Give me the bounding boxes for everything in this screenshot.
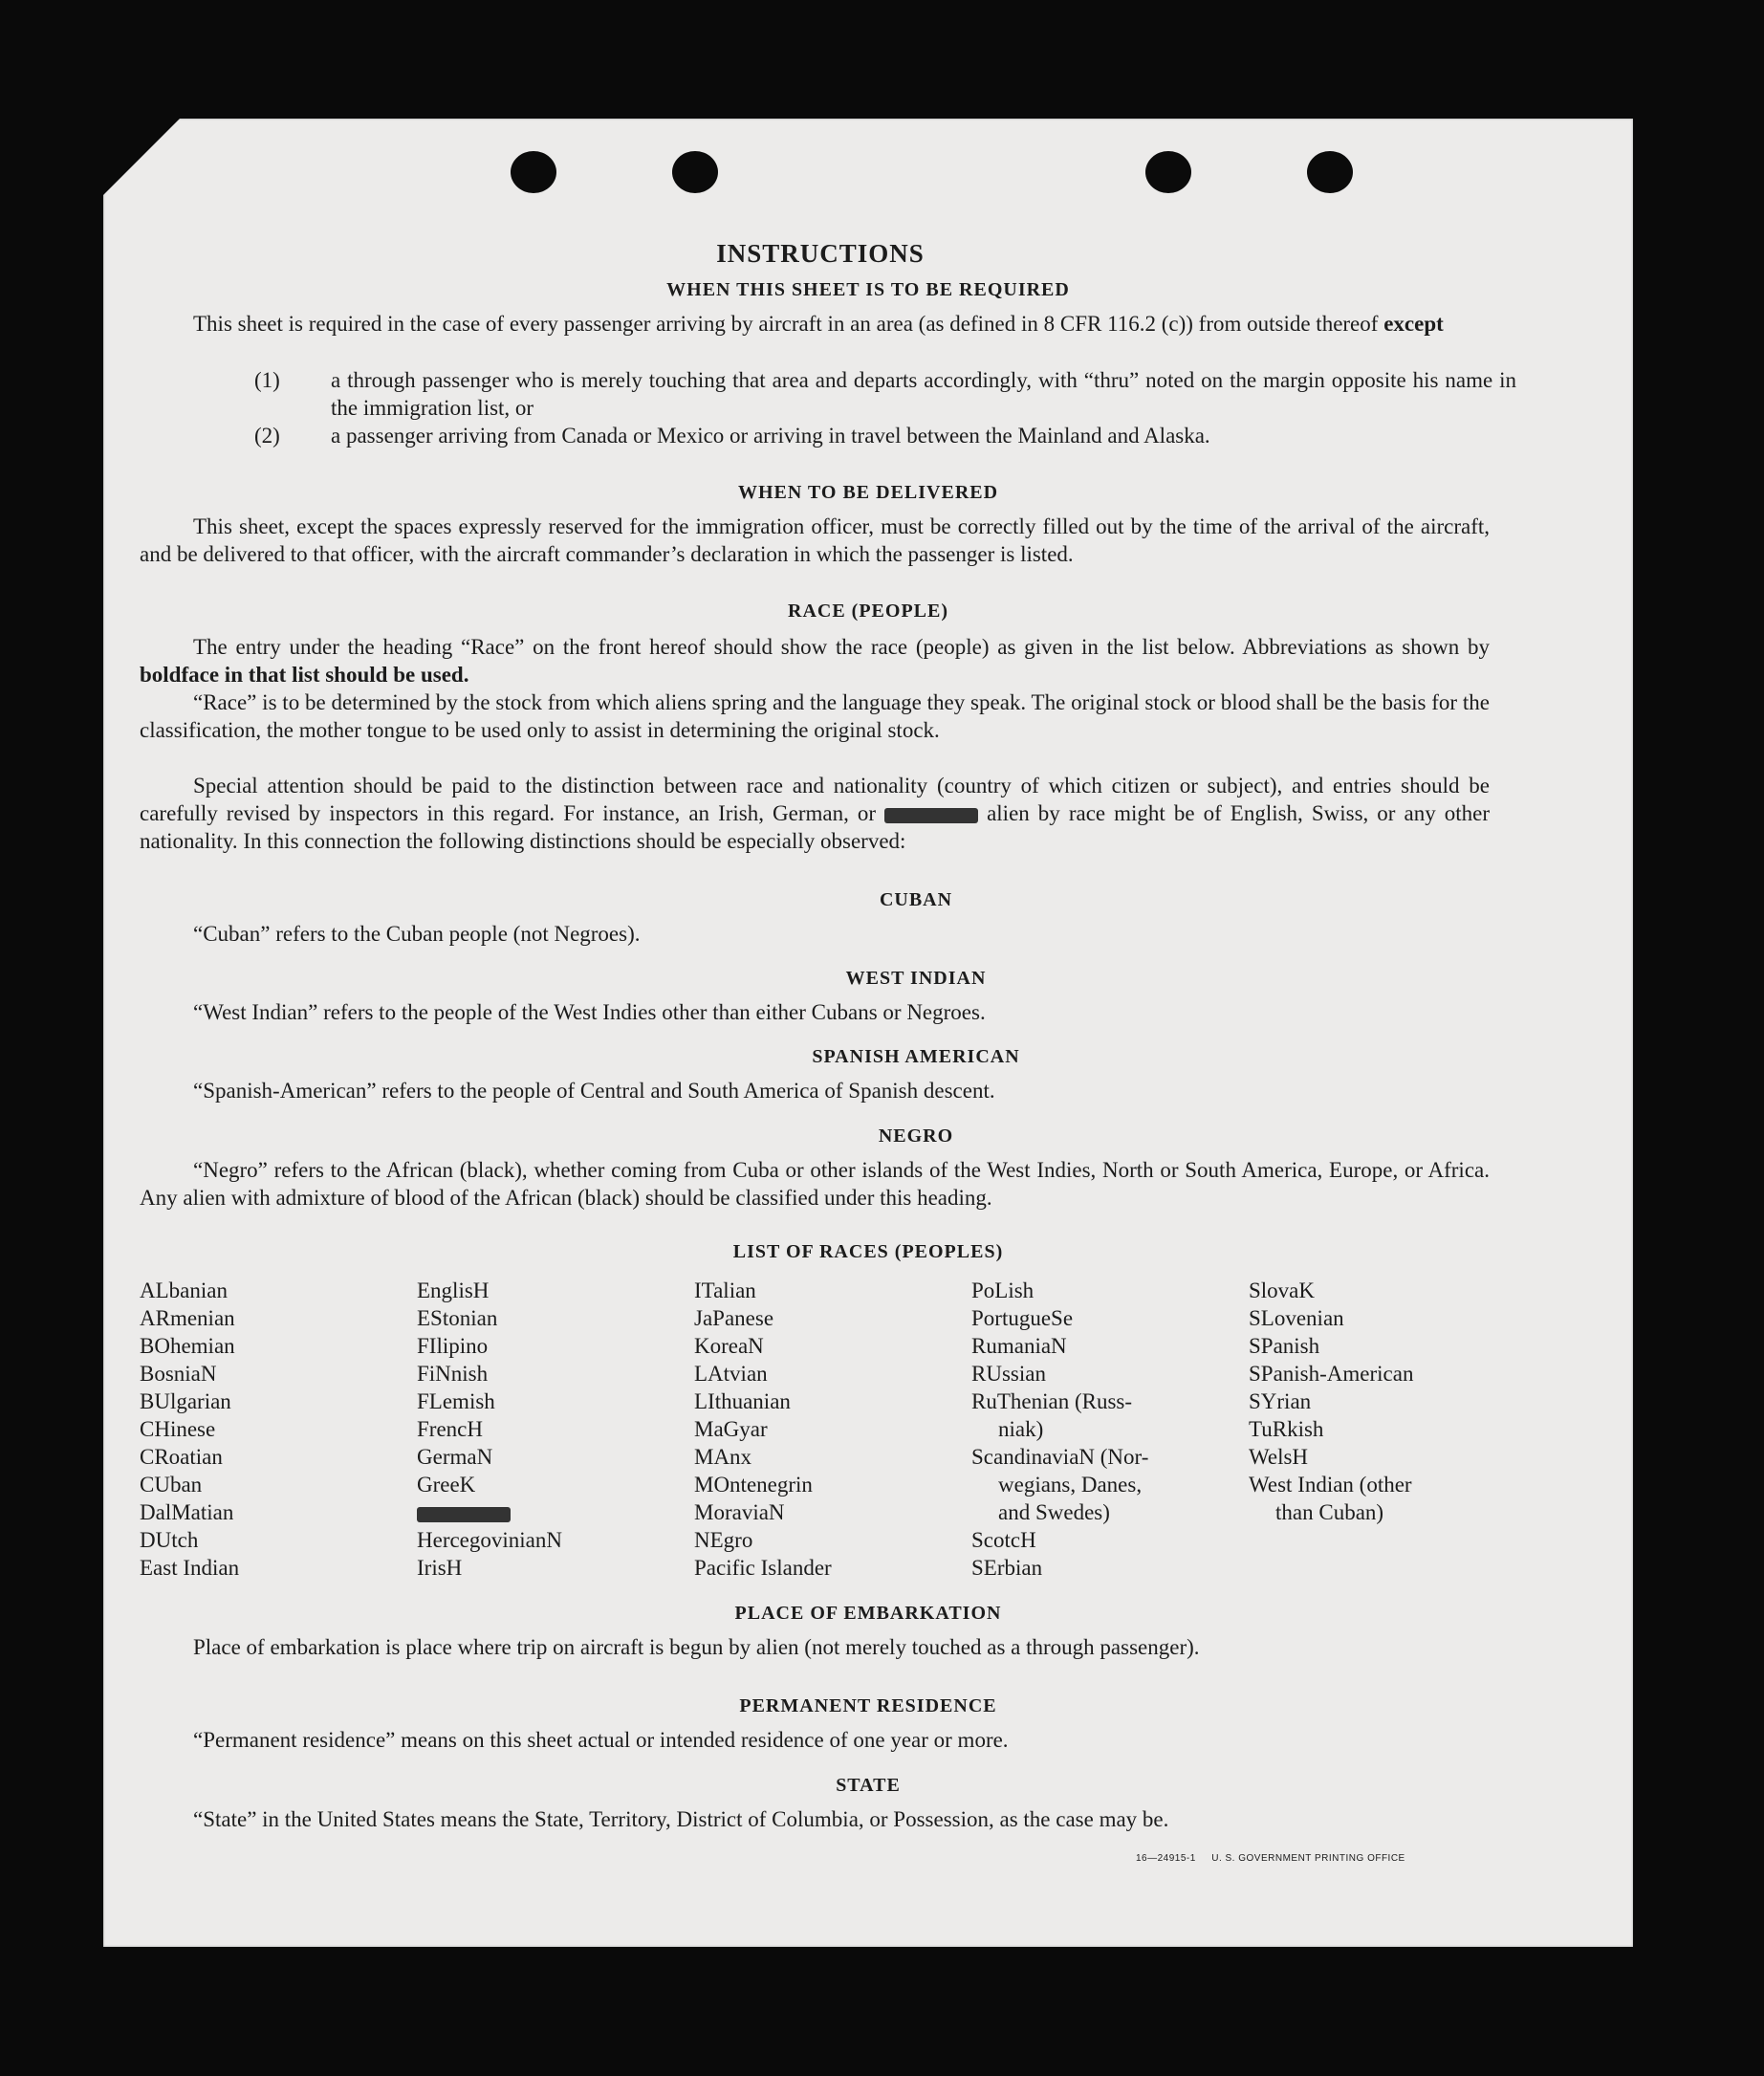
race-item: FLemish [417,1389,495,1413]
delivered-text: This sheet, except the spaces expressly reserved for the immigration officer, must be correctly filled out by the time of the arrival of the aircraft, and be delivered to that officer, with the aircraft commander’s declaration in which the passenger is listed. [140,514,1490,566]
section-heading-embarkation: PLACE OF EMBARKATION [734,1603,1002,1624]
negro-text: “Negro” refers to the African (black), whether coming from Cuba or other islands of the West Indies, North or South America, Europe, or Africa. Any alien with admixture of blood of the African (black) should be classified under this heading. [140,1158,1490,1210]
race-item: MAnx [694,1445,752,1469]
race-item: ITalian [694,1278,756,1302]
race-p1-text: The entry under the heading “Race” on the front hereof should show the race (people) as given in the list below. Abbreviations as shown by [193,635,1490,659]
section-heading-residence: PERMANENT RESIDENCE [739,1695,997,1716]
printer-name: U. S. GOVERNMENT PRINTING OFFICE [1211,1853,1405,1864]
cuban-text: “Cuban” refers to the Cuban people (not Negroes). [193,922,641,946]
required-intro [140,310,1490,338]
race-item: LAtvian [694,1362,768,1386]
race-item: DUtch [140,1528,199,1552]
race-item: West Indian (other [1249,1473,1412,1497]
residence-text: “Permanent residence” means on this sheet actual or intended residence of one year or more. [193,1728,1009,1752]
race-item: MaGyar [694,1417,768,1441]
race-item: PortugueSe [971,1306,1074,1330]
race-item: BUlgarian [140,1389,231,1413]
page-title: INSTRUCTIONS [716,239,925,268]
list-of-races-heading: LIST OF RACES (PEOPLES) [732,1241,1004,1262]
races-column-2 [417,1277,562,1582]
race-item: East Indian [140,1556,240,1580]
race-item: SYrian [1249,1389,1312,1413]
section-heading-negro: NEGRO [878,1125,954,1147]
race-item: ALbanian [140,1278,228,1302]
races-column-5 [1249,1277,1413,1526]
required-item-2-num: (2) [254,424,280,448]
race-item: RuThenian (Russ- [971,1389,1133,1413]
races-column-4 [971,1277,1148,1582]
required-item-1-text: a through passenger who is merely touching that area and departs accordingly, with “thru” noted on the margin opposite his name in the immigration list, or [331,368,1516,420]
race-item: ARmenian [140,1306,235,1330]
race-p3-text-b: alien by race might be of English, Swiss, or any other nationality. In this connection the following distinctions should be especially observed: [140,801,1490,853]
race-item: BOhemian [140,1334,235,1358]
race-item: CUban [140,1473,203,1497]
race-item-redacted [417,1498,562,1526]
section-heading-cuban: CUBAN [879,889,953,910]
race-item: SLovenian [1249,1306,1344,1330]
race-item: ScandinaviaN (Nor- [971,1445,1149,1469]
race-item: FiNnish [417,1362,489,1386]
race-item: Pacific Islander [694,1556,832,1580]
required-intro-text: This sheet is required in the case of every passenger arriving by aircraft in an area (as defined in 8 CFR 116.2 (c)) from outside thereof [193,312,1384,336]
section-heading-required: WHEN THIS SHEET IS TO BE REQUIRED [666,279,1070,300]
race-item: WelsH [1249,1445,1309,1469]
race-item: MOntenegrin [694,1473,813,1497]
race-item: ScotcH [971,1528,1036,1552]
race-paragraph-2: “Race” is to be determined by the stock from which aliens spring and the language they speak. The original stock or blood shall be the basis for the classification, the mother tongue to be used only to assist in determining the original stock. [140,690,1490,742]
race-item: CHinese [140,1417,216,1441]
race-p3-text-a: Special attention should be paid to the distinction between race and nationality (country of which citizen or subject), and entries should be carefully revised by inspectors in this regard. For instance, an Irish, German, or [140,774,1490,825]
race-item: PoLish [971,1278,1034,1302]
race-item: GermaN [417,1445,493,1469]
race-item: SlovaK [1249,1278,1315,1302]
race-item: JaPanese [694,1306,774,1330]
required-intro-bold: except [1383,312,1444,336]
race-item: RumaniaN [971,1334,1067,1358]
race-item: FIlipino [417,1334,489,1358]
race-item: DalMatian [140,1500,234,1524]
race-item: KoreaN [694,1334,764,1358]
race-item-continuation: wegians, Danes, [998,1473,1143,1497]
race-item: MoraviaN [694,1500,785,1524]
section-heading-delivered: WHEN TO BE DELIVERED [737,482,999,503]
race-item: IrisH [417,1556,463,1580]
race-item: TuRkish [1249,1417,1324,1441]
race-item: LIthuanian [694,1389,791,1413]
redaction-mark [417,1507,511,1522]
race-paragraph-1 [140,633,1490,688]
race-item: HercegovinianN [417,1528,562,1552]
race-paragraph-3 [140,772,1490,855]
race-item: GreeK [417,1473,476,1497]
race-item: FrencH [417,1417,483,1441]
section-heading-spanish-american: SPANISH AMERICAN [812,1046,1020,1067]
race-item-continuation: niak) [998,1417,1044,1441]
required-item-1 [254,366,1516,422]
required-item-2 [254,422,1516,449]
redaction-mark [884,808,978,823]
page-content [103,119,1633,1947]
print-footer [1136,1853,1405,1864]
west-indian-text: “West Indian” refers to the people of the West Indies other than either Cubans or Negroes. [193,1000,986,1024]
race-item: EnglisH [417,1278,490,1302]
state-text: “State” in the United States means the State, Territory, District of Columbia, or Possession, as the case may be. [193,1807,1169,1831]
race-item: NEgro [694,1528,753,1552]
race-item: EStonian [417,1306,498,1330]
section-heading-state: STATE [836,1775,901,1796]
race-item: RUssian [971,1362,1046,1386]
race-item: SPanish [1249,1334,1320,1358]
race-item: SPanish-American [1249,1362,1414,1386]
required-item-2-text: a passenger arriving from Canada or Mexico or arriving in travel between the Mainland and Alaska. [331,424,1210,448]
races-column-1 [140,1277,239,1582]
race-item: BosniaN [140,1362,217,1386]
section-heading-race: RACE (PEOPLE) [788,601,948,622]
race-p1-bold: boldface in that list should be used. [140,663,469,687]
race-item-continuation: than Cuban) [1275,1500,1384,1524]
required-item-1-num: (1) [254,368,280,392]
section-heading-west-indian: WEST INDIAN [845,968,987,989]
spanish-american-text: “Spanish-American” refers to the people of Central and South America of Spanish descent. [193,1079,995,1103]
races-column-3 [694,1277,832,1582]
embarkation-text: Place of embarkation is place where trip on aircraft is begun by alien (not merely touched as a through passenger). [193,1635,1200,1659]
race-item: CRoatian [140,1445,223,1469]
race-item-continuation: and Swedes) [998,1500,1110,1524]
race-item: SErbian [971,1556,1043,1580]
form-number: 16—24915-1 [1136,1853,1196,1864]
